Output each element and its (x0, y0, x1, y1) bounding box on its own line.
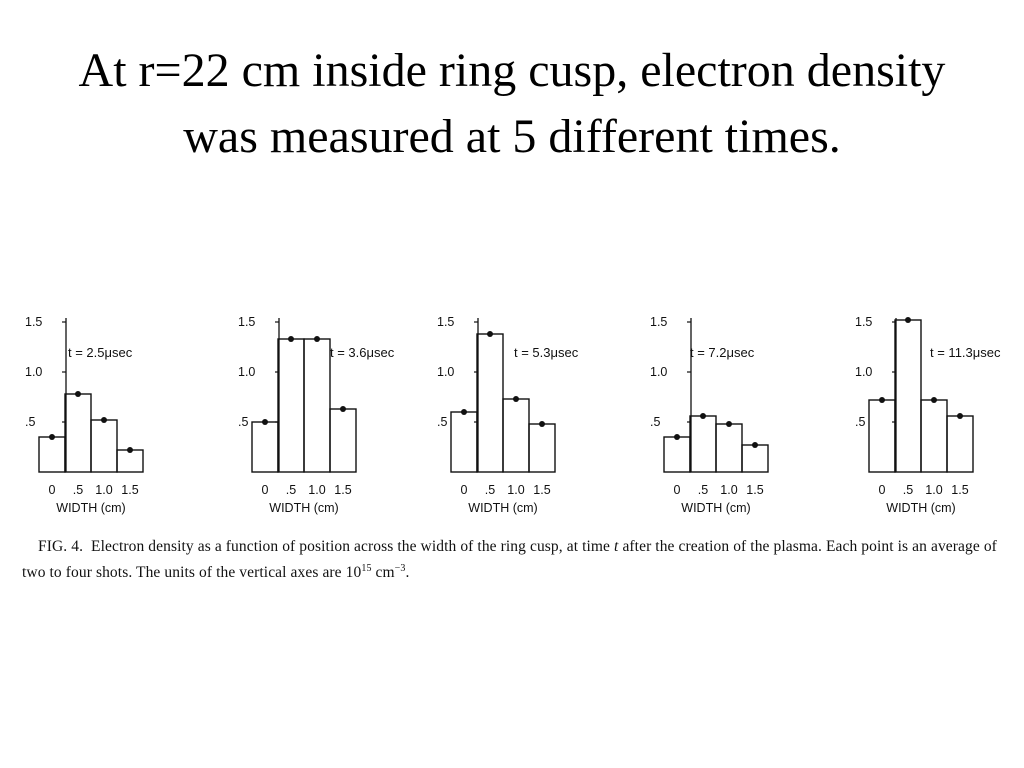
data-point-5-1 (879, 397, 885, 403)
x-tick-label-3-1: 0 (460, 483, 468, 497)
bar-5-2 (895, 320, 921, 472)
data-point-4-2 (700, 413, 706, 419)
x-tick-label-1-3: 1.0 (95, 483, 113, 497)
x-axis-title-1: WIDTH (cm) (56, 501, 126, 515)
series-label-5: t = 11.3μsec (930, 345, 1001, 360)
caption-unit-exponent: −3 (394, 563, 406, 574)
bar-1-1 (39, 437, 65, 472)
x-tick-label-3-3: 1.0 (507, 483, 525, 497)
data-point-2-3 (314, 336, 320, 342)
caption-text-2: after the creation of the plasma. Each point is an average of two to four shots. The units of the vertical axes are 10 (22, 538, 997, 582)
density-charts (0, 300, 1024, 530)
data-point-4-1 (674, 434, 680, 440)
data-point-2-2 (288, 336, 294, 342)
data-point-5-2 (905, 317, 911, 323)
bar-4-3 (716, 424, 742, 472)
x-tick-label-1-1: 0 (48, 483, 56, 497)
bar-4-1 (664, 437, 690, 472)
y-tick-label-4-2: 1.0 (650, 365, 668, 379)
x-tick-label-4-3: 1.0 (720, 483, 738, 497)
caption-time-symbol: t (614, 538, 619, 555)
bar-2-3 (304, 339, 330, 472)
slide-title: At r=22 cm inside ring cusp, electron density was measured at 5 different times. (78, 44, 946, 163)
x-tick-label-1-2: .5 (72, 483, 84, 497)
x-tick-label-3-4: 1.5 (533, 483, 551, 497)
data-point-1-2 (75, 391, 81, 397)
bar-1-3 (91, 420, 117, 472)
y-tick-label-5-2: 1.0 (855, 365, 873, 379)
data-point-5-4 (957, 413, 963, 419)
bar-4-2 (690, 416, 716, 472)
x-tick-label-5-2: .5 (902, 483, 914, 497)
x-tick-label-2-2: .5 (285, 483, 297, 497)
series-label-1: t = 2.5μsec (68, 345, 133, 360)
y-tick-label-3-1: .5 (437, 415, 448, 429)
y-tick-label-4-1: .5 (650, 415, 661, 429)
y-tick-label-3-2: 1.0 (437, 365, 455, 379)
bar-5-3 (921, 400, 947, 472)
bar-5-1 (869, 400, 895, 472)
x-tick-label-4-1: 0 (673, 483, 681, 497)
series-label-3: t = 5.3μsec (514, 345, 579, 360)
bar-2-1 (252, 422, 278, 472)
x-tick-label-1-4: 1.5 (121, 483, 139, 497)
y-tick-label-2-3: 1.5 (238, 315, 256, 329)
data-point-5-3 (931, 397, 937, 403)
x-tick-label-2-3: 1.0 (308, 483, 326, 497)
data-point-1-1 (49, 434, 55, 440)
x-tick-label-2-4: 1.5 (334, 483, 352, 497)
x-tick-label-3-2: .5 (484, 483, 496, 497)
figure-label: FIG. 4. (38, 538, 84, 555)
x-tick-label-2-1: 0 (261, 483, 269, 497)
caption-unit: cm (371, 564, 395, 582)
x-tick-label-4-2: .5 (697, 483, 709, 497)
data-point-1-4 (127, 447, 133, 453)
x-axis-title-4: WIDTH (cm) (681, 501, 751, 515)
y-tick-label-5-1: .5 (855, 415, 866, 429)
data-point-2-4 (340, 406, 346, 412)
data-point-4-3 (726, 421, 732, 427)
y-tick-label-1-2: 1.0 (25, 365, 43, 379)
y-tick-label-2-2: 1.0 (238, 365, 256, 379)
x-tick-label-5-1: 0 (878, 483, 886, 497)
bar-4-4 (742, 445, 768, 472)
y-tick-label-2-1: .5 (238, 415, 249, 429)
caption-exponent: 15 (361, 563, 372, 574)
bar-3-3 (503, 399, 529, 472)
x-axis-title-2: WIDTH (cm) (269, 501, 339, 515)
caption-end: . (405, 564, 410, 582)
bar-5-4 (947, 416, 973, 472)
x-tick-label-5-4: 1.5 (951, 483, 969, 497)
bar-3-4 (529, 424, 555, 472)
y-tick-label-1-3: 1.5 (25, 315, 43, 329)
x-tick-label-5-3: 1.0 (925, 483, 943, 497)
x-tick-label-4-4: 1.5 (746, 483, 764, 497)
data-point-3-4 (539, 421, 545, 427)
bar-3-1 (451, 412, 477, 472)
y-tick-label-3-3: 1.5 (437, 315, 455, 329)
bar-1-2 (65, 394, 91, 472)
caption-text-1: Electron density as a function of position across the width of the ring cusp, at time (91, 538, 611, 555)
bar-3-2 (477, 334, 503, 472)
y-tick-label-5-3: 1.5 (855, 315, 873, 329)
bar-2-2 (278, 339, 304, 472)
series-label-4: t = 7.2μsec (690, 345, 755, 360)
bar-2-4 (330, 409, 356, 472)
y-tick-label-1-1: .5 (25, 415, 36, 429)
x-axis-title-3: WIDTH (cm) (468, 501, 538, 515)
figure-caption (22, 536, 1002, 584)
data-point-3-3 (513, 396, 519, 402)
bar-1-4 (117, 450, 143, 472)
series-label-2: t = 3.6μsec (330, 345, 395, 360)
data-point-2-1 (262, 419, 268, 425)
x-axis-title-5: WIDTH (cm) (886, 501, 956, 515)
data-point-4-4 (752, 442, 758, 448)
data-point-3-1 (461, 409, 467, 415)
data-point-3-2 (487, 331, 493, 337)
y-tick-label-4-3: 1.5 (650, 315, 668, 329)
data-point-1-3 (101, 417, 107, 423)
